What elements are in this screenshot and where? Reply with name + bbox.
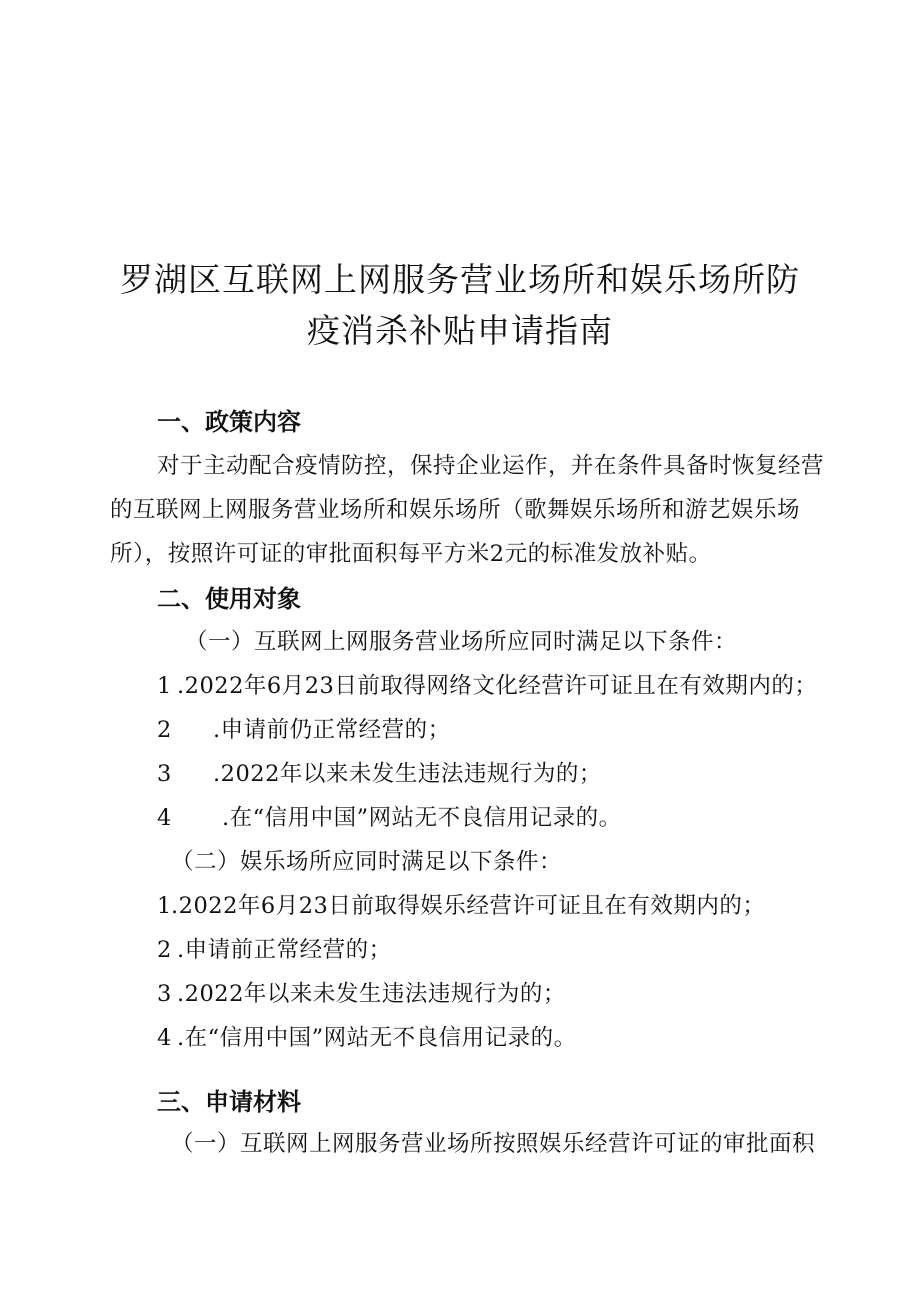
paragraph-line: 的互联网上网服务营业场所和娱乐场所（歌舞娱乐场所和游艺娱乐场 [110,497,801,523]
list-item-number: 2 [157,937,172,963]
list-item [157,976,566,1008]
list-item-number: 4 [157,1025,172,1051]
list-item-text: .2022年6月23日前取得娱乐经营许可证且在有效期内的； [171,893,766,919]
list-item-text: .2022年以来未发生违法违规行为的； [177,981,566,1007]
section-heading-targets: 二、使用对象 [157,585,301,613]
paragraph-line: 所），按照许可证的审批面积每平方米2元的标准发放补贴。 [110,541,712,567]
list-item [157,932,392,964]
list-item [157,712,451,744]
condition-group-intro: （二）娱乐场所应同时满足以下条件： [171,849,563,875]
document-title-line-1: 罗湖区互联网上网服务营业场所和娱乐场所防 [120,260,800,299]
list-item-text: .申请前正常经营的； [177,937,392,963]
list-item-number: 2 [157,717,172,743]
list-item [157,888,765,920]
list-item-text: .在“信用中国”网站无不良信用记录的。 [177,1025,577,1051]
list-item-text: .2022年以来未发生违法违规行为的； [213,761,602,787]
condition-group-intro: （一）互联网上网服务营业场所应同时满足以下条件： [185,629,738,655]
list-item-text: .2022年6月23日前取得网络文化经营许可证且在有效期内的； [177,673,818,699]
list-item [157,1020,577,1052]
list-item [157,800,622,832]
list-item-number: 1 [157,673,172,699]
section-heading-policy: 一、政策内容 [157,408,301,436]
list-item-number: 3 [157,981,172,1007]
section-heading-materials: 三、申请材料 [157,1088,301,1116]
paragraph-line: （一）互联网上网服务营业场所按照娱乐经营许可证的审批面积 [171,1131,816,1157]
list-item-number: 1 [157,893,172,919]
list-item [157,756,602,788]
list-item-text: .在“信用中国”网站无不良信用记录的。 [222,805,622,831]
paragraph-line: 对于主动配合疫情防控，保持企业运作，并在条件具备时恢复经营 [157,453,825,479]
list-item [157,668,817,700]
list-item-number: 4 [157,805,172,831]
list-item-text: .申请前仍正常经营的； [213,717,451,743]
document-title-line-2: 疫消杀补贴申请指南 [307,311,613,350]
list-item-number: 3 [157,761,172,787]
